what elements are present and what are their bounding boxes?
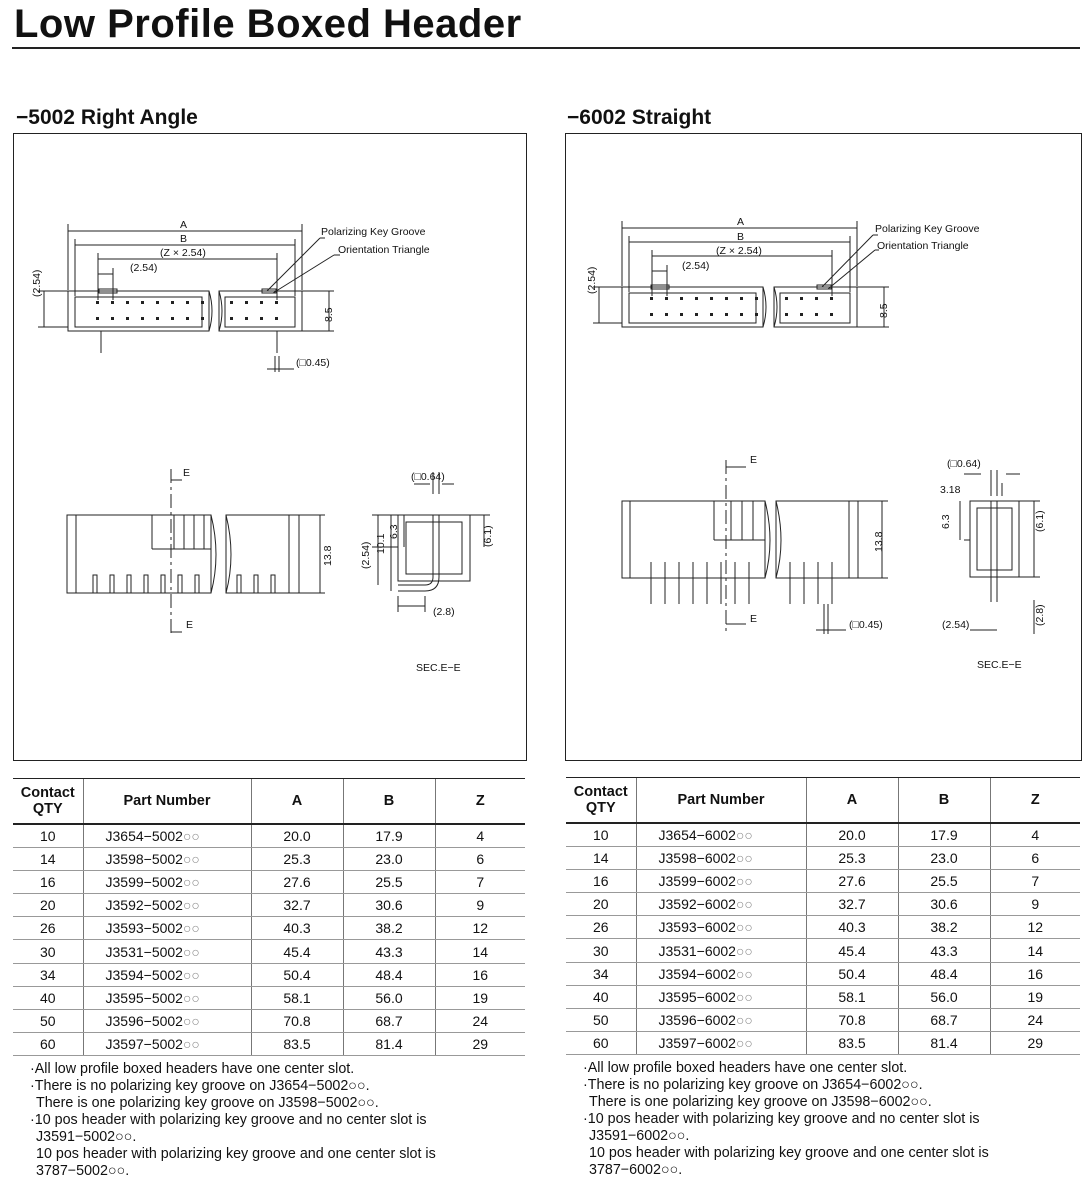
suffix-glyphs: ○○ <box>182 828 200 845</box>
cell-z: 29 <box>990 1031 1080 1054</box>
left-e-bottom: E <box>186 619 194 631</box>
suffix-glyphs: ○○ <box>182 1012 200 1029</box>
left-side-view <box>67 469 325 637</box>
note-line: 3787−6002○○. <box>589 1162 683 1178</box>
part-number-text: J3592−6002 <box>658 896 736 913</box>
cell-part-number <box>636 823 806 847</box>
left-dim-85: 8.5 <box>323 307 335 322</box>
right-dim-b: B <box>737 231 745 243</box>
cell-a: 20.0 <box>806 823 898 847</box>
part-number-text: J3654−6002 <box>658 827 736 844</box>
cell-z: 4 <box>435 824 525 848</box>
col-z: Z <box>990 778 1080 824</box>
suffix-glyphs: ○○ <box>735 965 753 982</box>
col-part-number: Part Number <box>636 778 806 824</box>
cell-b: 38.2 <box>343 917 435 940</box>
cell-z: 29 <box>435 1032 525 1055</box>
cell-qty: 10 <box>13 824 83 848</box>
cell-a: 45.4 <box>806 939 898 962</box>
cell-part-number <box>83 963 251 986</box>
left-dim-61: (6.1) <box>482 525 494 547</box>
note-line: J3591−5002○○. <box>36 1129 137 1145</box>
cell-qty: 30 <box>13 940 83 963</box>
cell-part-number <box>636 962 806 985</box>
right-sec-label: SEC.E−E <box>977 659 1022 671</box>
cell-part-number <box>83 986 251 1009</box>
cell-a: 40.3 <box>806 916 898 939</box>
right-side-view <box>622 460 888 634</box>
cell-z: 14 <box>435 940 525 963</box>
cell-qty: 40 <box>13 986 83 1009</box>
cell-a: 27.6 <box>251 871 343 894</box>
cell-part-number <box>636 893 806 916</box>
right-tri-label: Orientation Triangle <box>877 240 969 252</box>
cell-b: 38.2 <box>898 916 990 939</box>
right-dim-064: (□0.64) <box>947 458 981 470</box>
left-drawing-panel <box>13 133 527 761</box>
suffix-glyphs: ○○ <box>735 1011 753 1028</box>
cell-a: 50.4 <box>251 963 343 986</box>
page-title: Low Profile Boxed Header <box>14 2 522 46</box>
col-a: A <box>806 778 898 824</box>
cell-a: 40.3 <box>251 917 343 940</box>
part-number-text: J3598−6002 <box>658 850 736 867</box>
note-line: There is one polarizing key groove on J3598−5002○○. <box>36 1095 379 1111</box>
cell-a: 83.5 <box>251 1032 343 1055</box>
cell-qty: 50 <box>13 1009 83 1032</box>
suffix-glyphs: ○○ <box>735 896 753 913</box>
table-header-row <box>566 778 1080 824</box>
note-line: 10 pos header with polarizing key groove and one center slot is <box>589 1145 989 1161</box>
cell-a: 83.5 <box>806 1031 898 1054</box>
left-e-top: E <box>183 467 191 479</box>
left-dim-045: (□0.45) <box>296 357 330 369</box>
right-dim-318: 3.18 <box>940 484 961 496</box>
left-dim-a: A <box>180 219 188 231</box>
cell-part-number <box>83 824 251 848</box>
cell-qty: 16 <box>566 870 636 893</box>
part-number-text: J3593−5002 <box>105 920 183 937</box>
right-drawing <box>566 134 1081 760</box>
cell-part-number <box>83 894 251 917</box>
table-row <box>566 893 1080 916</box>
col-a: A <box>251 779 343 825</box>
part-number-text: J3595−6002 <box>658 988 736 1005</box>
table-row <box>13 871 525 894</box>
cell-qty: 26 <box>13 917 83 940</box>
table-header-row <box>13 779 525 825</box>
cell-part-number <box>83 871 251 894</box>
right-dim-045: (□0.45) <box>849 619 883 631</box>
right-section-title: −6002 Straight <box>567 106 712 129</box>
cell-b: 68.7 <box>343 1009 435 1032</box>
right-dim-pitch-v: (2.54) <box>586 266 598 294</box>
cell-b: 23.0 <box>898 847 990 870</box>
cell-z: 4 <box>990 823 1080 847</box>
left-drawing <box>14 134 526 760</box>
cell-a: 58.1 <box>806 985 898 1008</box>
cell-part-number <box>636 870 806 893</box>
cell-z: 7 <box>435 871 525 894</box>
suffix-glyphs: ○○ <box>182 851 200 868</box>
part-number-text: J3594−5002 <box>105 966 183 983</box>
note-line: 10 pos header with polarizing key groove and one center slot is <box>36 1146 436 1162</box>
table-row <box>13 1009 525 1032</box>
cell-part-number <box>636 916 806 939</box>
cell-b: 56.0 <box>898 985 990 1008</box>
left-dim-138: 13.8 <box>322 545 334 566</box>
cell-a: 45.4 <box>251 940 343 963</box>
part-number-text: J3594−6002 <box>658 965 736 982</box>
cell-a: 58.1 <box>251 986 343 1009</box>
right-dim-85: 8.5 <box>878 303 890 318</box>
cell-z: 9 <box>990 893 1080 916</box>
suffix-glyphs: ○○ <box>182 920 200 937</box>
table-row <box>13 963 525 986</box>
right-dim-z: (Z × 2.54) <box>716 245 762 257</box>
cell-part-number <box>636 939 806 962</box>
cell-qty: 10 <box>566 823 636 847</box>
part-number-text: J3654−5002 <box>105 828 183 845</box>
right-dim-254: (2.54) <box>942 619 970 631</box>
note-line: There is one polarizing key groove on J3598−6002○○. <box>589 1094 932 1110</box>
cell-z: 24 <box>990 1008 1080 1031</box>
cell-part-number <box>83 917 251 940</box>
part-number-text: J3598−5002 <box>105 851 183 868</box>
part-number-text: J3595−5002 <box>105 989 183 1006</box>
right-key-label: Polarizing Key Groove <box>875 223 980 235</box>
cell-part-number <box>636 1031 806 1054</box>
note-line: ·10 pos header with polarizing key groove and no center slot is <box>583 1111 980 1127</box>
cell-z: 7 <box>990 870 1080 893</box>
suffix-glyphs: ○○ <box>735 919 753 936</box>
part-number-text: J3596−6002 <box>658 1011 736 1028</box>
cell-qty: 20 <box>566 893 636 916</box>
note-line: ·There is no polarizing key groove on J3654−6002○○. <box>583 1077 923 1093</box>
cell-qty: 60 <box>566 1031 636 1054</box>
cell-z: 16 <box>990 962 1080 985</box>
title-rule <box>12 47 1080 49</box>
right-spec-table <box>566 777 1080 1055</box>
table-row <box>566 870 1080 893</box>
cell-qty: 14 <box>13 848 83 871</box>
cell-part-number <box>83 940 251 963</box>
right-dim-28: (2.8) <box>1034 604 1046 626</box>
cell-qty: 34 <box>566 962 636 985</box>
cell-z: 6 <box>990 847 1080 870</box>
cell-a: 25.3 <box>806 847 898 870</box>
suffix-glyphs: ○○ <box>182 989 200 1006</box>
table-row <box>566 1008 1080 1031</box>
right-dim-63: 6.3 <box>940 514 952 529</box>
cell-b: 17.9 <box>898 823 990 847</box>
right-dim-138: 13.8 <box>873 531 885 552</box>
cell-a: 32.7 <box>251 894 343 917</box>
left-dim-pitch-v: (2.54) <box>31 269 43 297</box>
left-dim-b: B <box>180 233 188 245</box>
cell-a: 70.8 <box>806 1008 898 1031</box>
part-number-text: J3597−6002 <box>658 1034 736 1051</box>
right-dim-a: A <box>737 216 745 228</box>
right-dim-pitch: (2.54) <box>682 260 710 272</box>
cell-z: 12 <box>990 916 1080 939</box>
cell-part-number <box>83 1032 251 1055</box>
table-row <box>13 1032 525 1055</box>
col-b: B <box>343 779 435 825</box>
cell-z: 19 <box>990 985 1080 1008</box>
suffix-glyphs: ○○ <box>735 1034 753 1051</box>
cell-z: 12 <box>435 917 525 940</box>
cell-a: 70.8 <box>251 1009 343 1032</box>
cell-b: 30.6 <box>343 894 435 917</box>
col-contact-qty: Contact QTY <box>566 778 636 824</box>
left-dim-pitch: (2.54) <box>130 262 158 274</box>
part-number-text: J3596−5002 <box>105 1012 183 1029</box>
part-number-text: J3531−5002 <box>105 943 183 960</box>
suffix-glyphs: ○○ <box>735 988 753 1005</box>
table-row <box>13 824 525 848</box>
cell-part-number <box>636 1008 806 1031</box>
cell-b: 48.4 <box>343 963 435 986</box>
cell-b: 81.4 <box>343 1032 435 1055</box>
table-row <box>566 1031 1080 1054</box>
left-dim-z: (Z × 2.54) <box>160 247 206 259</box>
cell-a: 50.4 <box>806 962 898 985</box>
part-number-text: J3599−5002 <box>105 874 183 891</box>
table-row <box>566 847 1080 870</box>
suffix-glyphs: ○○ <box>182 1035 200 1052</box>
cell-b: 43.3 <box>898 939 990 962</box>
left-dim-064: (□0.64) <box>411 471 445 483</box>
left-dim-101: 10.1 <box>375 533 387 554</box>
cell-qty: 30 <box>566 939 636 962</box>
right-notes <box>583 1060 989 1179</box>
cell-b: 17.9 <box>343 824 435 848</box>
cell-b: 25.5 <box>898 870 990 893</box>
cell-b: 25.5 <box>343 871 435 894</box>
cell-qty: 50 <box>566 1008 636 1031</box>
cell-a: 32.7 <box>806 893 898 916</box>
cell-z: 24 <box>435 1009 525 1032</box>
table-row <box>566 823 1080 847</box>
left-section-title: −5002 Right Angle <box>16 106 198 129</box>
col-contact-qty: Contact QTY <box>13 779 83 825</box>
left-section-view <box>372 472 490 612</box>
left-dim-63: 6.3 <box>388 524 400 539</box>
cell-b: 48.4 <box>898 962 990 985</box>
cell-qty: 16 <box>13 871 83 894</box>
cell-z: 16 <box>435 963 525 986</box>
table-row <box>566 939 1080 962</box>
note-line: ·There is no polarizing key groove on J3654−5002○○. <box>30 1078 370 1094</box>
cell-b: 23.0 <box>343 848 435 871</box>
right-section-view <box>960 470 1040 634</box>
table-row <box>13 917 525 940</box>
col-part-number: Part Number <box>83 779 251 825</box>
left-dim-254v: (2.54) <box>360 541 372 569</box>
cell-qty: 14 <box>566 847 636 870</box>
cell-qty: 20 <box>13 894 83 917</box>
cell-z: 19 <box>435 986 525 1009</box>
left-spec-table <box>13 778 525 1056</box>
suffix-glyphs: ○○ <box>182 897 200 914</box>
col-z: Z <box>435 779 525 825</box>
right-e-top: E <box>750 454 758 466</box>
table-row <box>13 894 525 917</box>
left-dim-28: (2.8) <box>433 606 455 618</box>
suffix-glyphs: ○○ <box>182 966 200 983</box>
right-drawing-panel <box>565 133 1082 761</box>
note-line: J3591−6002○○. <box>589 1128 690 1144</box>
table-row <box>13 986 525 1009</box>
note-line: ·All low profile boxed headers have one center slot. <box>30 1061 355 1077</box>
table-row <box>566 985 1080 1008</box>
part-number-text: J3597−5002 <box>105 1035 183 1052</box>
cell-part-number <box>83 1009 251 1032</box>
cell-z: 6 <box>435 848 525 871</box>
cell-b: 68.7 <box>898 1008 990 1031</box>
suffix-glyphs: ○○ <box>182 874 200 891</box>
cell-b: 30.6 <box>898 893 990 916</box>
cell-a: 27.6 <box>806 870 898 893</box>
left-sec-label: SEC.E−E <box>416 662 461 674</box>
cell-z: 9 <box>435 894 525 917</box>
cell-b: 43.3 <box>343 940 435 963</box>
part-number-text: J3531−6002 <box>658 942 736 959</box>
right-e-bottom: E <box>750 613 758 625</box>
part-number-text: J3599−6002 <box>658 873 736 890</box>
table-row <box>566 916 1080 939</box>
cell-qty: 40 <box>566 985 636 1008</box>
cell-qty: 26 <box>566 916 636 939</box>
cell-part-number <box>83 848 251 871</box>
note-line: ·10 pos header with polarizing key groove and no center slot is <box>30 1112 427 1128</box>
col-b: B <box>898 778 990 824</box>
left-tri-label: Orientation Triangle <box>338 244 430 256</box>
cell-a: 20.0 <box>251 824 343 848</box>
suffix-glyphs: ○○ <box>735 850 753 867</box>
note-line: ·All low profile boxed headers have one center slot. <box>583 1060 908 1076</box>
cell-b: 81.4 <box>898 1031 990 1054</box>
cell-a: 25.3 <box>251 848 343 871</box>
part-number-text: J3593−6002 <box>658 919 736 936</box>
right-dim-61: (6.1) <box>1034 510 1046 532</box>
suffix-glyphs: ○○ <box>182 943 200 960</box>
cell-qty: 34 <box>13 963 83 986</box>
suffix-glyphs: ○○ <box>735 942 753 959</box>
cell-z: 14 <box>990 939 1080 962</box>
cell-b: 56.0 <box>343 986 435 1009</box>
cell-qty: 60 <box>13 1032 83 1055</box>
left-key-label: Polarizing Key Groove <box>321 226 426 238</box>
table-row <box>13 848 525 871</box>
suffix-glyphs: ○○ <box>735 827 753 844</box>
suffix-glyphs: ○○ <box>735 873 753 890</box>
table-row <box>13 940 525 963</box>
left-notes <box>30 1061 436 1180</box>
part-number-text: J3592−5002 <box>105 897 183 914</box>
cell-part-number <box>636 847 806 870</box>
note-line: 3787−5002○○. <box>36 1163 130 1179</box>
table-row <box>566 962 1080 985</box>
cell-part-number <box>636 985 806 1008</box>
